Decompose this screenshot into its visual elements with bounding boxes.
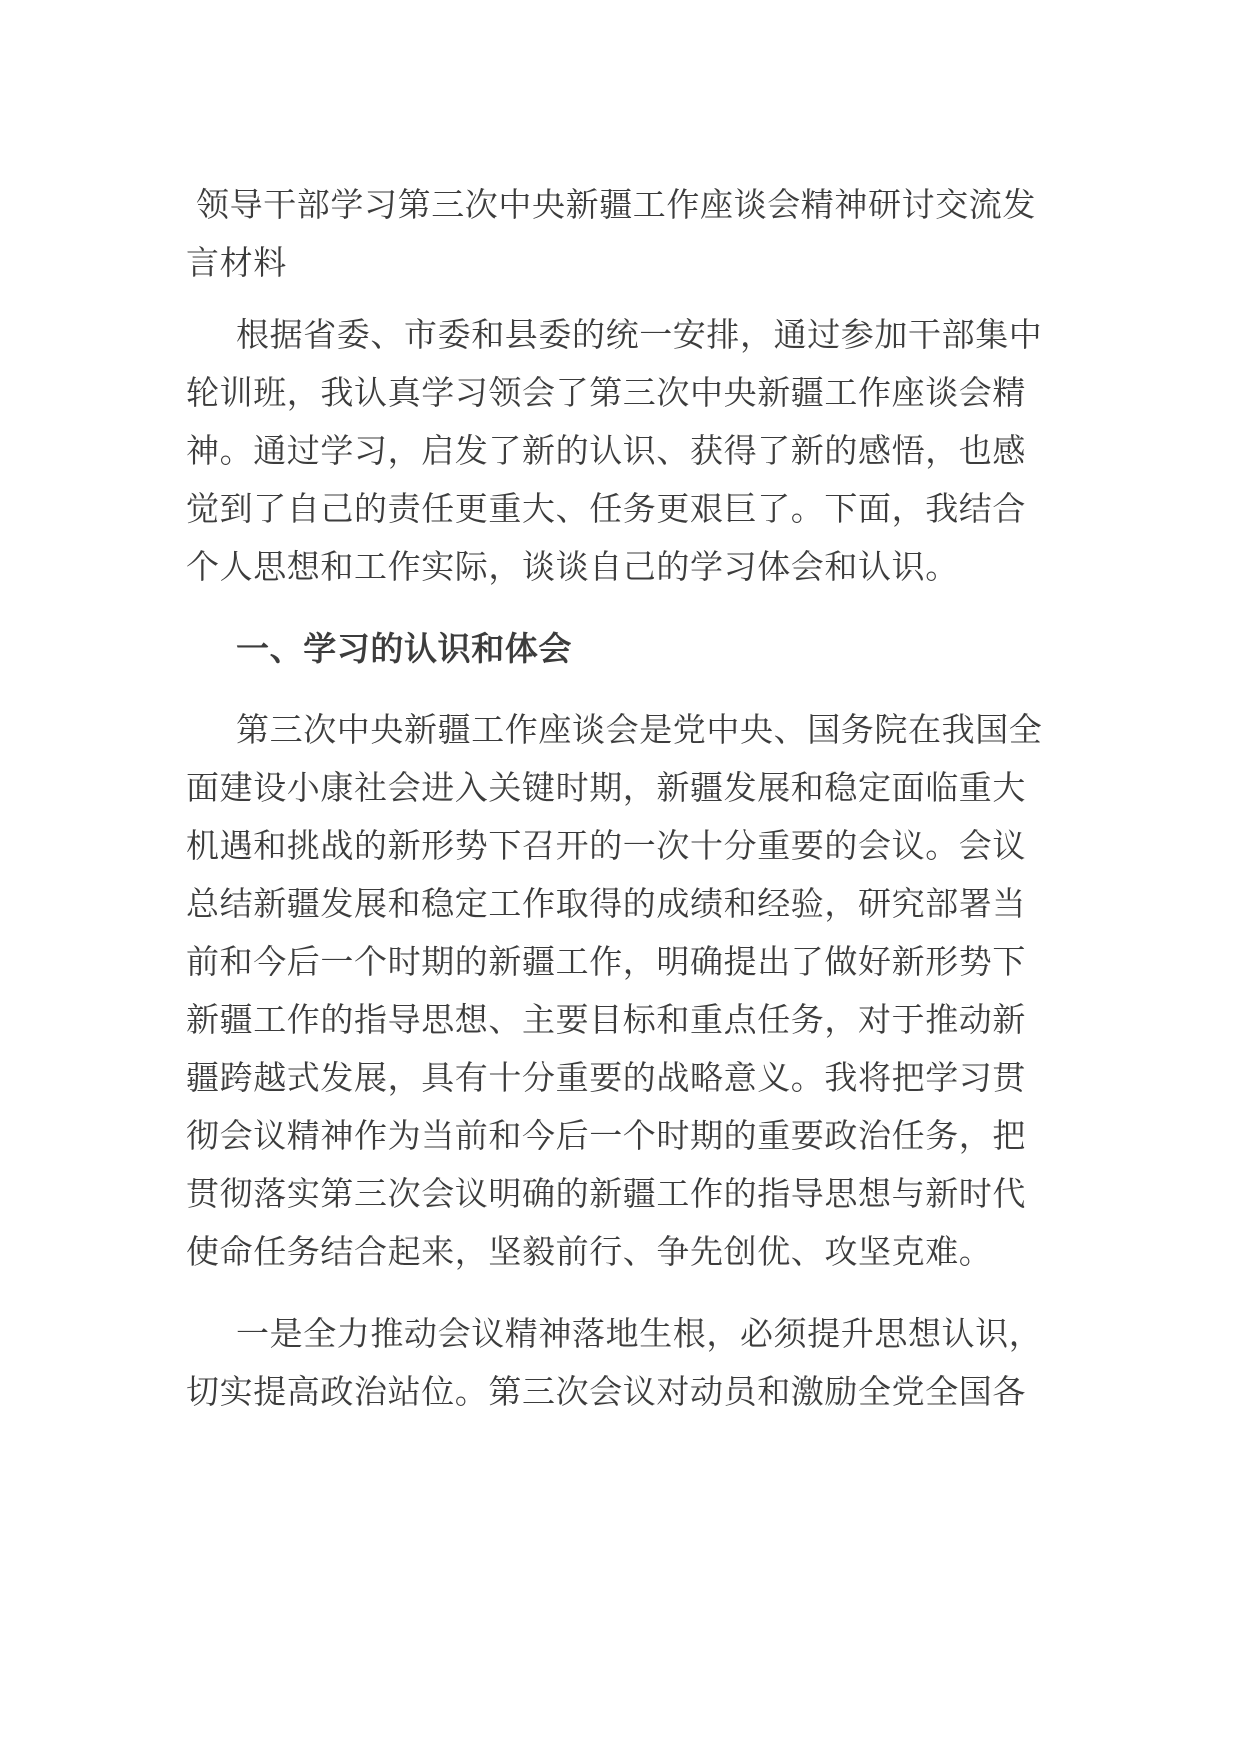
paragraph-2-line-1: 第三次中央新疆工作座谈会是党中央、国务院在我国全: [236, 710, 1043, 749]
paragraph-1-line-1: 根据省委、市委和县委的统一安排，通过参加干部集中: [236, 315, 1043, 354]
paragraph-1-line-2: 轮训班，我认真学习领会了第三次中央新疆工作座谈会精: [186, 373, 1026, 412]
paragraph-2-line-9: 贯彻落实第三次会议明确的新疆工作的指导思想与新时代: [186, 1174, 1026, 1213]
paragraph-2-line-7: 疆跨越式发展，具有十分重要的战略意义。我将把学习贯: [186, 1058, 1026, 1097]
paragraph-2-line-8: 彻会议精神作为当前和今后一个时期的重要政治任务，把: [186, 1116, 1026, 1155]
paragraph-1-line-4: 觉到了自己的责任更重大、任务更艰巨了。下面，我结合: [186, 489, 1026, 528]
paragraph-2-line-2: 面建设小康社会进入关键时期，新疆发展和稳定面临重大: [186, 768, 1026, 807]
document-title-line-2: 言材料: [186, 243, 287, 282]
document-title-line-1: 领导干部学习第三次中央新疆工作座谈会精神研讨交流发: [196, 185, 1036, 224]
paragraph-1-line-5: 个人思想和工作实际，谈谈自己的学习体会和认识。: [186, 547, 959, 586]
paragraph-1-line-3: 神。通过学习，启发了新的认识、获得了新的感悟，也感: [186, 431, 1026, 470]
paragraph-3-line-1: 一是全力推动会议精神落地生根，必须提升思想认识，: [236, 1314, 1043, 1353]
paragraph-2-line-10: 使命任务结合起来，坚毅前行、争先创优、攻坚克难。: [186, 1232, 993, 1271]
paragraph-2-line-4: 总结新疆发展和稳定工作取得的成绩和经验，研究部署当: [186, 884, 1026, 923]
paragraph-3-line-2: 切实提高政治站位。第三次会议对动员和激励全党全国各: [186, 1372, 1026, 1411]
paragraph-2-line-5: 前和今后一个时期的新疆工作，明确提出了做好新形势下: [186, 942, 1026, 981]
section-heading: 一、学习的认识和体会: [236, 629, 572, 668]
paragraph-2-line-6: 新疆工作的指导思想、主要目标和重点任务，对于推动新: [186, 1000, 1026, 1039]
paragraph-2-line-3: 机遇和挑战的新形势下召开的一次十分重要的会议。会议: [186, 826, 1026, 865]
